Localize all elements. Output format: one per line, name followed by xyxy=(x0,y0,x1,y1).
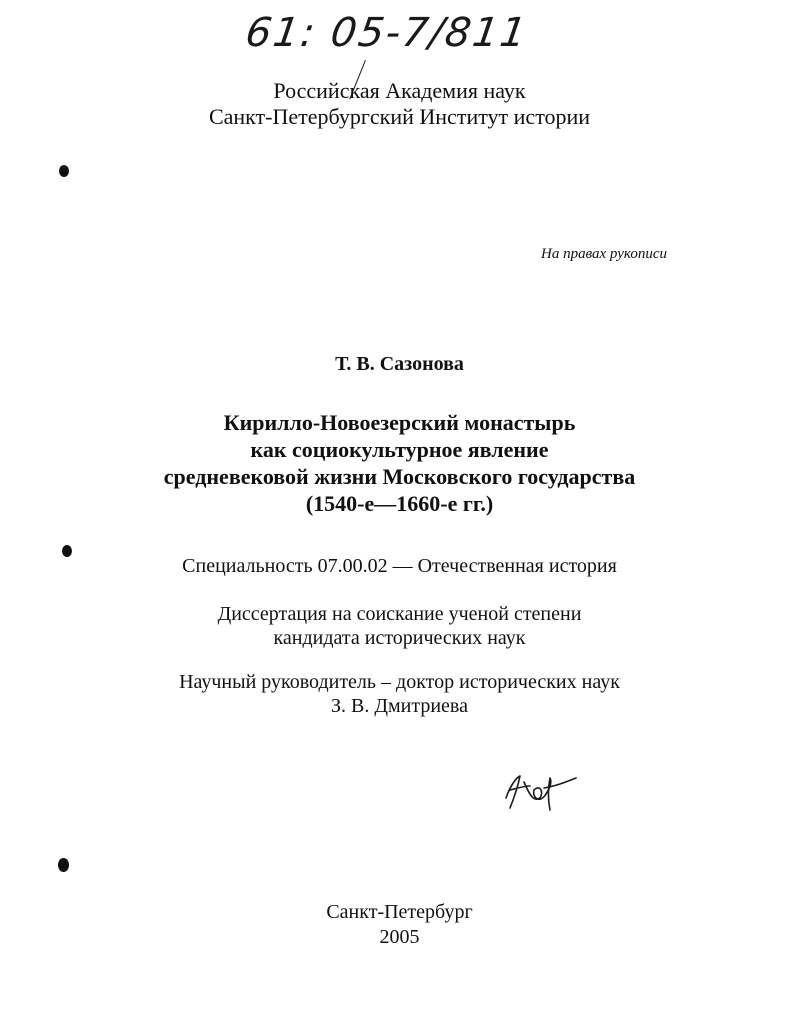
organization-line-2: Санкт-Петербургский Институт истории xyxy=(208,104,591,129)
signature-icon xyxy=(500,768,580,814)
degree-line-1: Диссертация на соискание ученой степени xyxy=(217,603,582,625)
title-line-2: как социокультурное явление xyxy=(250,437,549,462)
supervisor-line-1: Научный руководитель – доктор исторических наук xyxy=(179,671,620,693)
publication-year: 2005 xyxy=(379,926,420,948)
supervisor-name: З. В. Дмитриева xyxy=(331,695,468,717)
specialty: Специальность 07.00.02 — Отечественная история xyxy=(182,555,617,577)
organization-line-1: Российская Академия наук xyxy=(273,78,526,103)
publication-place: Санкт-Петербург xyxy=(326,901,473,923)
binding-hole-mark-top xyxy=(59,165,69,177)
binding-hole-mark-bottom xyxy=(58,858,69,872)
handwritten-catalog-code: 61: 05-7/811 xyxy=(242,10,531,56)
manuscript-rights-note: На правах рукописи xyxy=(541,246,667,262)
title-line-1: Кирилло-Новоезерский монастырь xyxy=(223,410,576,435)
degree-line-2: кандидата исторических наук xyxy=(273,627,526,649)
title-line-4: (1540-е—1660-е гг.) xyxy=(305,491,494,516)
author-name: Т. В. Сазонова xyxy=(335,353,464,375)
title-line-3: средневековой жизни Московского государства xyxy=(163,464,636,489)
